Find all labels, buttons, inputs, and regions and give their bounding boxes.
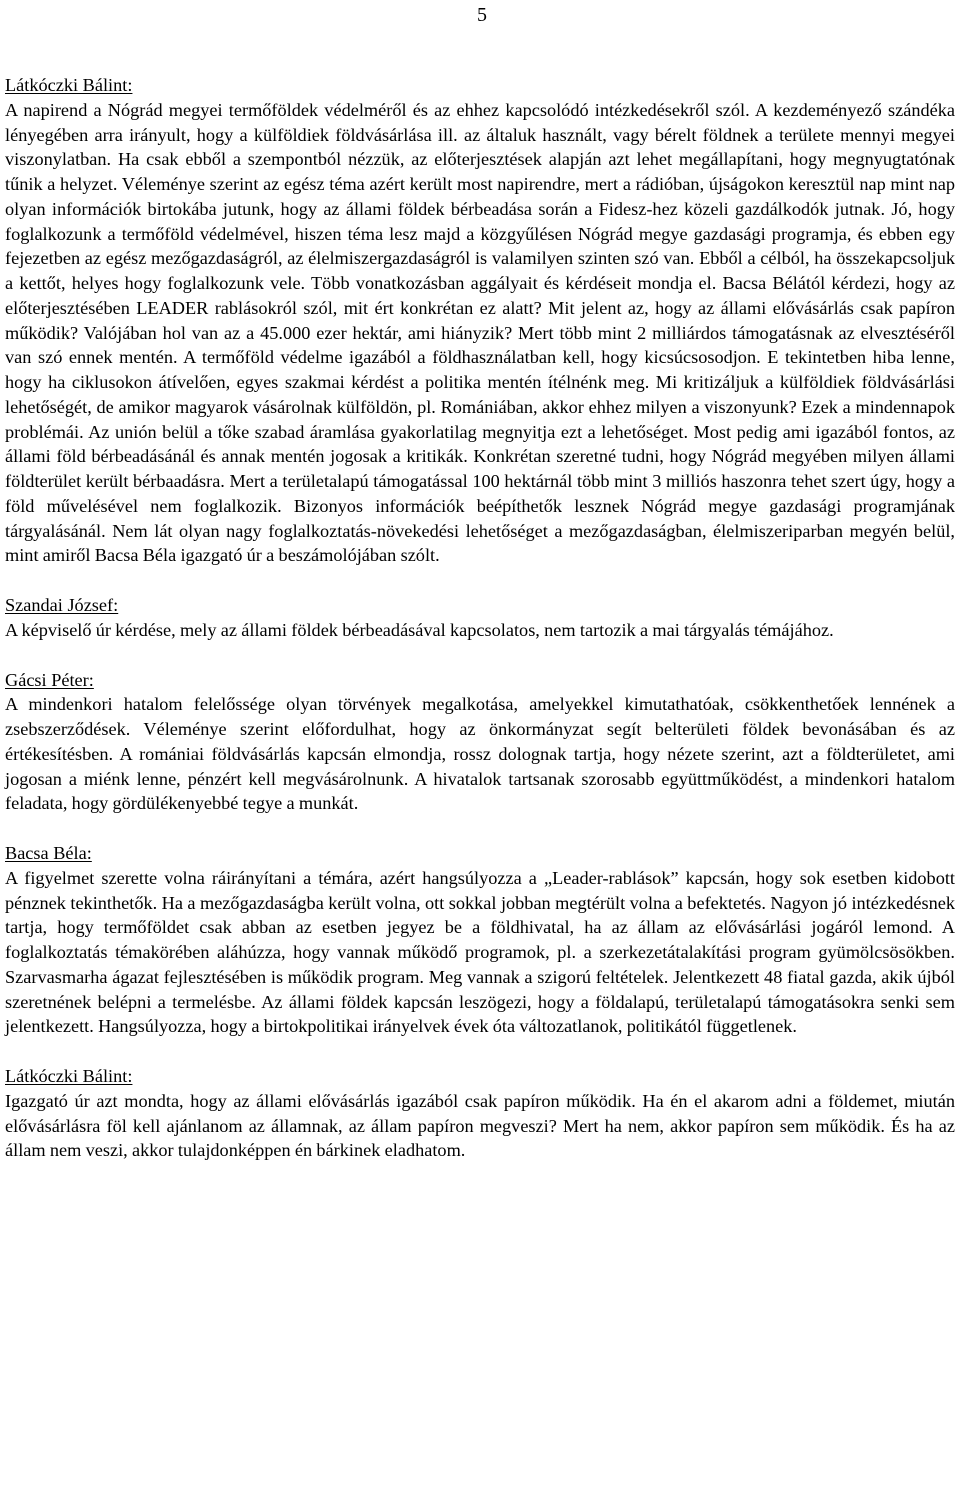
speaker-name: Bacsa Béla: bbox=[5, 843, 92, 863]
speaker-name: Gácsi Péter: bbox=[5, 669, 94, 690]
speech-text: A képviselő úr kérdése, mely az állami földek bérbeadásával kapcsolatos, nem tartozik a mai tárgyalás témájához. bbox=[5, 619, 834, 640]
document-body bbox=[5, 73, 955, 1188]
speaker-name: Látkóczki Bálint: bbox=[5, 1066, 133, 1086]
speaker-name: Látkóczki Bálint: bbox=[5, 75, 133, 95]
speech-text: Igazgató úr azt mondta, hogy az állami elővásárlás igazából csak papíron működik. Ha én el akarom adni a földemet, miután elővásárlásra föl kell ajánlanom az államnak, az állam papíron megveszi? Mert ha nem, akkor papíron sem működik. És ha az állam nem veszi, akkor tulajdonképpen én bárkinek eladhatom. bbox=[5, 1090, 955, 1161]
speech-text: A mindenkori hatalom felelőssége olyan törvények megalkotása, amelyekkel kimutathatóak, csökkenthetőek lennének a zsebszerződések. Véleménye szerint előfordulhat, hogy az önkormányzat segít belterületi földek bevonásában és az értékesítésben. A romániai földvásárlás kapcsán elmondja, rossz dolognak tartja, hogy nézete szerint, azt a földterületet, ami jogosan a miénk lenne, pénzért kell megvásárolnunk. A hivatalok tartsanak szorosabb együttműködést, a mindenkori hatalom feladata, hogy gördülékenyebbé tegye a munkát. bbox=[5, 694, 955, 814]
speech-text: A napirend a Nógrád megyei termőföldek védelméről és az ehhez kapcsolódó intézkedésekről szól. A kezdeményező szándéka lényegében arra irányult, hogy a külföldiek földvásárlása ill. az általuk használt, vagy bérelt földnek a területe mennyi megyei viszonylatban. Ha csak ebből a szempontból nézzük, az előterjesztések alapján azt lehet megállapítani, hogy megnyugtatónak tűnik a helyzet. Véleménye szerint az egész téma azért került most napirendre, mert a rádióban, újságokon keresztül nap mint nap olyan információk birtokába jutunk, hogy az állami földek bérbeadása során a Fidesz-hez közeli gazdálkodók jutnak. Jó, hogy foglalkozunk a termőföld védelmével, hiszen téma lesz majd a közgyűlésen Nógrád megye gazdasági programja, és ebben egy fejezetben az egész mezőgazdaságról, az élelmiszergazdaságról is valamilyen szinten szó van. Ebből a célból, ha összekapcsoljuk a kettőt, helyes hogy foglalkozunk vele. Több vonatkozásban aggályait és kérdéseit mondja el. Bacsa Bélától kérdezi, hogy az előterjesztésében LEADER rablásokról szól, mit ért konkrétan ez alatt? Mit jelent az, hogy az állami elővásárlás csak papíron működik? Valójában hol van az a 45.000 ezer hektár, ami hiányzik? Mert több mint 2 milliárdos támogatásnak az elvesztéséről van szó ennek mentén. A termőföld védelme igazából a földhasználatban kell, hogy kicsúcsosodjon. E tekintetben hiba lenne, hogy ha ciklusokon átívelően, egyes szakmai kérdést a politika mentén ítélnénk meg. Mi kritizáljuk a külföldiek földvásárlási lehetőségét, de amikor magyarok vásárolnak külföldön, pl. Romániában, akkor ehhez milyen a viszonyunk? Ezek a mindennapok problémái. Az unión belül a tőke szabad áramlása gyakorlatilag megnyitja ezt a lehetőséget. Most pedig ami igazából fontos, az állami föld bérbeadásánál és annak mentén jogosak a kritikák. Konkrétan szeretné tudni, hogy Nógrád megyében milyen állami földterület került bérbaadásra. Mert a területalapú támogatással 100 hektárnál több mint 3 milliós haszonra tehet szert úgy, hogy a föld művelésével nem foglalkozik. Bizonyos információk beépíthetők lesznek Nógrád megye gazdasági programjának tárgyalásánál. Nem lát olyan nagy foglalkoztatás-növekedési lehetőséget a mezőgazdaságban, élelmiszeriparban megyén belül, mint amiről Bacsa Béla igazgató úr a beszámolójában szólt. bbox=[5, 99, 955, 566]
speech-section bbox=[5, 1064, 955, 1163]
speech-section bbox=[5, 668, 955, 817]
speech-section bbox=[5, 593, 955, 643]
speech-section bbox=[5, 841, 955, 1039]
page-number: 5 bbox=[477, 4, 487, 26]
speech-text: A figyelmet szerette volna ráirányítani a témára, azért hangsúlyozza a „Leader-rablások” kapcsán, hogy sok esetben kidobott pénznek tekinthetők. Ha a mezőgazdaságba került volna, ott sokkal jobban megtérült volna a befektetés. Nagyon jó intézkedésnek tartja, hogy termőföldet csak abban az esetben jegyez be a földhivatal, ha az állam az elővásárlási jogáról lemond. A foglalkoztatás témakörében aláhúzza, hogy vannak működő programok, pl. a szerkezetátalakítási program gyümölcsösökben. Szarvasmarha ágazat fejlesztésében is működik program. Meg vannak a szigorú feltételek. Jelentkezett 48 fiatal gazda, akik újból szeretnének belépni a termelésbe. Az állami földek kapcsán leszögezi, hogy a földalapú, területalapú támogatásokra senki sem jelentkezett. Hangsúlyozza, hogy a birtokpolitikai irányelvek évek óta változatlanok, politikától függetlenek. bbox=[5, 867, 955, 1037]
speech-section bbox=[5, 73, 955, 568]
speaker-name: Szandai József: bbox=[5, 595, 119, 615]
